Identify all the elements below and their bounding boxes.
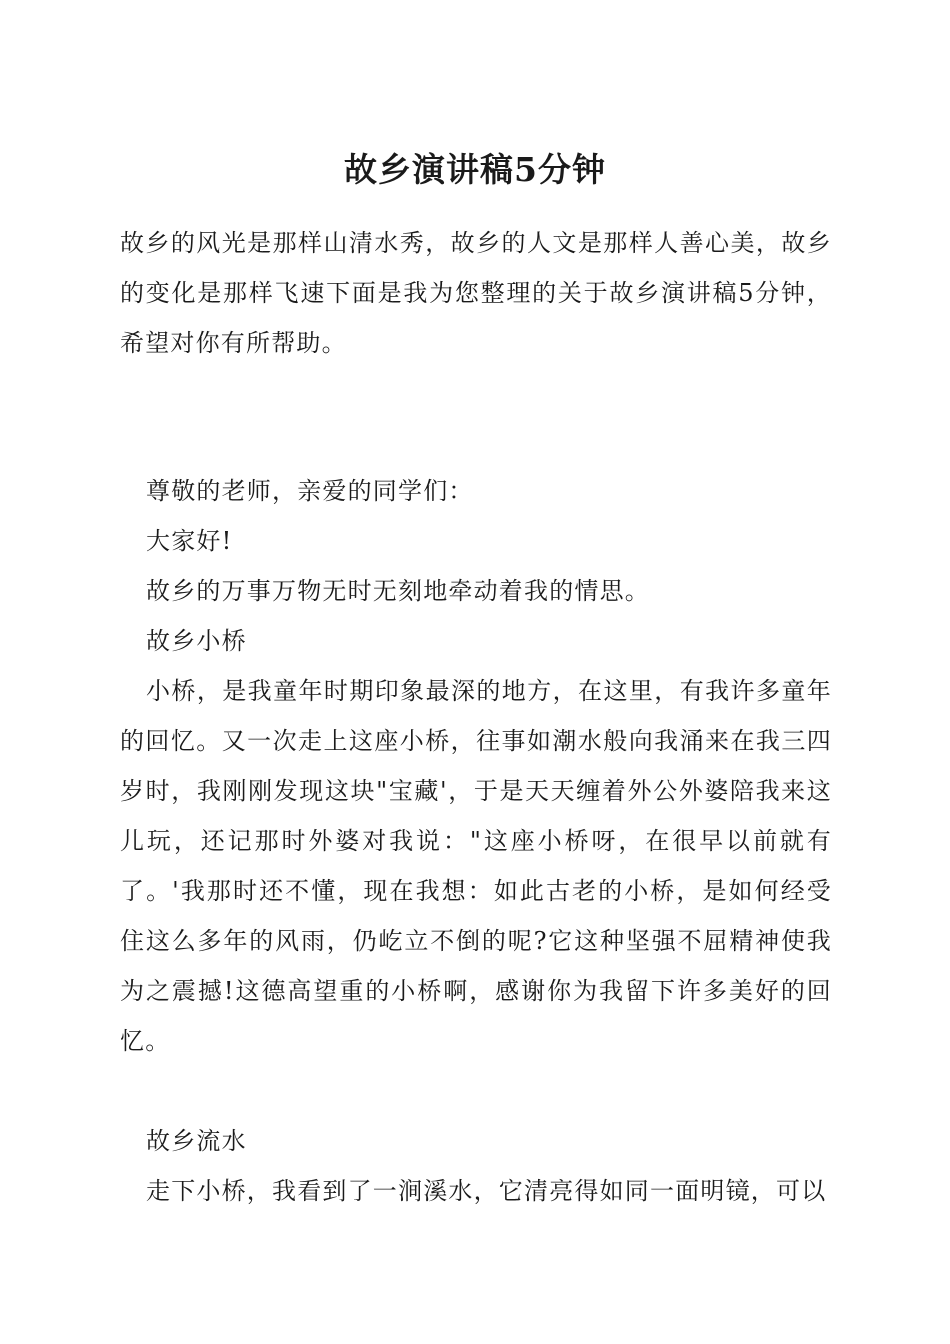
water-paragraph: 走下小桥，我看到了一涧溪水，它清亮得如同一面明镜，可以 [146, 1177, 827, 1205]
thoughts-line: 故乡的万事万物无时无刻地牵动着我的情思。 [146, 577, 650, 605]
intro-paragraph: 故乡的风光是那样山清水秀，故乡的人文是那样人善心美，故乡的变化是那样飞速下面是我为您整理的关于故乡演讲稿5分钟，希望对你有所帮助。 [120, 229, 832, 357]
section-heading-water: 故乡流水 [146, 1127, 247, 1155]
greeting-line: 尊敬的老师，亲爱的同学们： [146, 477, 474, 505]
hello-line: 大家好! [146, 527, 233, 555]
section-heading-bridge: 故乡小桥 [146, 627, 247, 655]
page-title: 故乡演讲稿5分钟 [344, 150, 606, 189]
bridge-paragraph: 小桥，是我童年时期印象最深的地方，在这里，有我许多童年的回忆。又一次走上这座小桥，往事如潮水般向我涌来在我三四岁时，我刚刚发现这块"宝藏'，于是天天缠着外公外婆陪我来这儿玩，还记那时外婆对我说："这座小桥呀，在很早以前就有了。'我那时还不懂，现在我想：如此古老的小桥，是如何经受住这么多年的风雨，仍屹立不倒的呢?它这种坚强不屈精神使我为之震撼!这德高望重的小桥啊，感谢你为我留下许多美好的回忆。 [120, 677, 832, 1055]
